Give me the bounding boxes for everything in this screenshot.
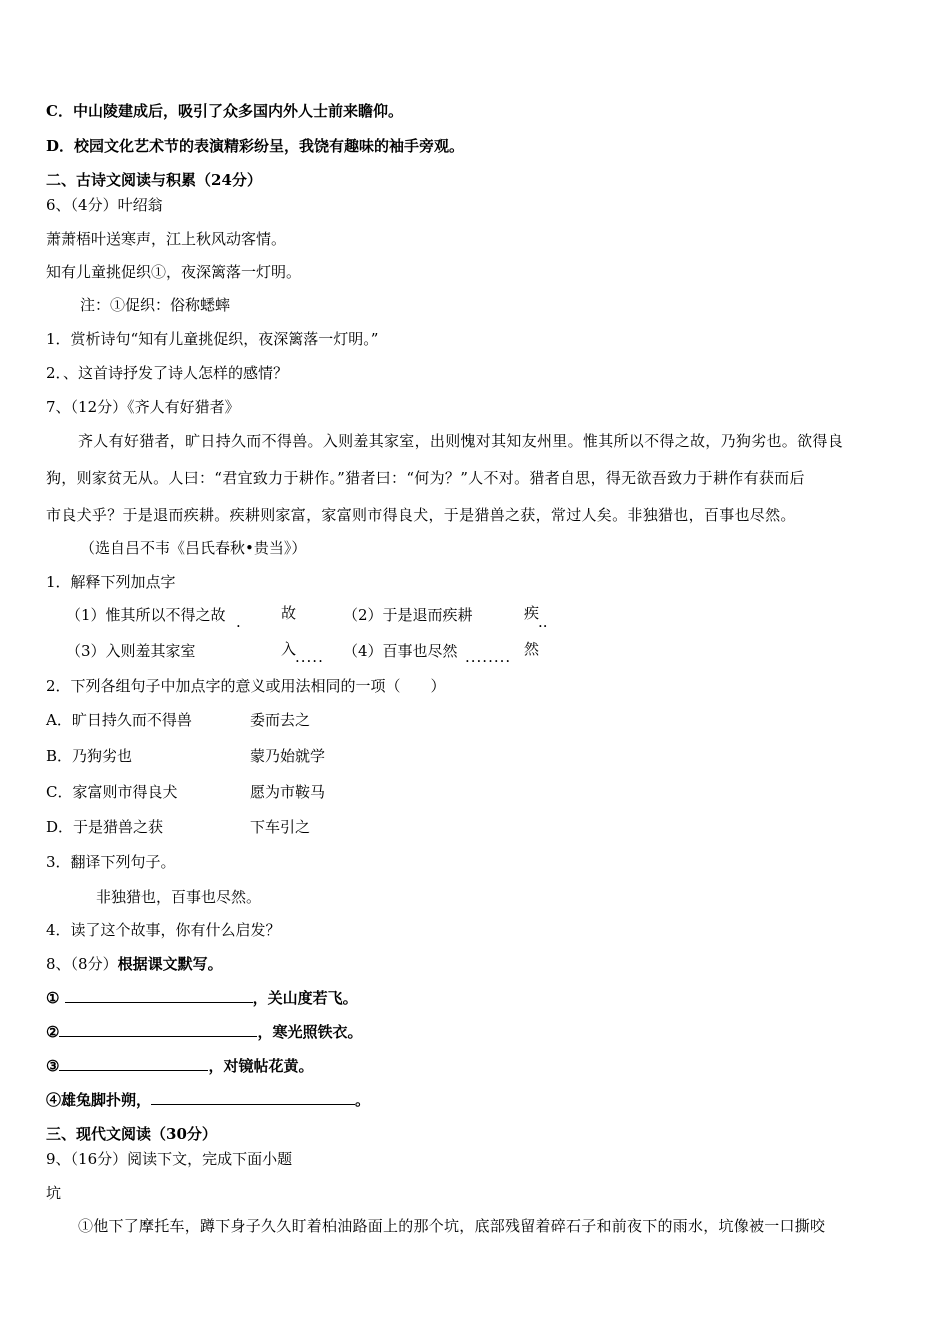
option-d-left: D．于是猎兽之获 (46, 818, 164, 836)
passage-line-3: 市良犬乎？于是退而疾耕。疾耕则家富，家富则市得良犬，于是猎兽之获，常过人矣。非独猎也，百事也尽然。 (46, 506, 796, 524)
option-a-left: A．旷日持久而不得兽 (46, 711, 192, 729)
dot-mark: ........ (465, 648, 512, 666)
item-1-word: 故 (281, 604, 297, 622)
fill-blank-1: ① ，关山度若飞。 (46, 989, 358, 1007)
blank-line[interactable] (59, 1022, 257, 1037)
question-7-3: 3．翻译下列句子。 (46, 853, 176, 871)
option-d: D．校园文化艺术节的表演精彩纷呈，我饶有趣味的袖手旁观。 (46, 137, 465, 155)
item-2-word: 疾 (524, 604, 540, 622)
question-6: 6、（4分）叶绍翁 (46, 196, 163, 214)
dot-mark: .. (538, 613, 548, 631)
item-4-word: 然 (524, 640, 540, 658)
question-8: 8、（8分）根据课文默写。 (46, 955, 223, 973)
dot-mark: . (236, 613, 241, 631)
poem-line-2: 知有儿童挑促织①，夜深篱落一灯明。 (46, 263, 302, 281)
article-title: 坑 (46, 1184, 62, 1202)
poem-note: 注：①促织：俗称蟋蟀 (80, 296, 231, 314)
blank-line[interactable] (151, 1090, 355, 1105)
question-7-4: 4．读了这个故事，你有什么启发？ (46, 921, 281, 939)
option-c-right: 愿为市鞍马 (250, 783, 326, 801)
fill-blank-2: ② ，寒光照铁衣。 (46, 1023, 363, 1041)
translate-sentence: 非独猎也，百事也尽然。 (96, 888, 262, 906)
question-6-1: 1．赏析诗句“知有儿童挑促织，夜深篱落一灯明。” (46, 330, 379, 348)
passage-line-1: 齐人有好猎者，旷日持久而不得兽。入则羞其家室，出则愧对其知友州里。惟其所以不得之故，乃狗劣也。欲得良 (78, 432, 844, 450)
option-a-right: 委而去之 (250, 711, 311, 729)
question-7-2: 2．下列各组句子中加点字的意义或用法相同的一项（ ） (46, 677, 446, 695)
option-b-right: 蒙乃始就学 (250, 747, 326, 765)
item-1-sentence: （1）惟其所以不得之故 (66, 606, 226, 624)
question-6-2: 2．、这首诗抒发了诗人怎样的感情？ (46, 364, 289, 382)
item-2-sentence: （2）于是退而疾耕 (343, 606, 473, 624)
option-d-right: 下车引之 (250, 818, 311, 836)
blank-line[interactable] (59, 1056, 208, 1071)
question-7-1: 1．解释下列加点字 (46, 573, 176, 591)
passage-source: （选自吕不韦《吕氏春秋•贵当》） (80, 539, 307, 557)
article-paragraph-1: ①他下了摩托车，蹲下身子久久盯着柏油路面上的那个坑，底部残留着碎石子和前夜下的雨水，坑像被一口撕咬 (78, 1217, 826, 1235)
section-heading-2: 二、古诗文阅读与积累（24分） (46, 171, 262, 189)
question-9: 9、（16分）阅读下文，完成下面小题 (46, 1150, 293, 1168)
option-c-left: C．家富则市得良犬 (46, 783, 178, 801)
poem-line-1: 萧萧梧叶送寒声，江上秋风动客情。 (46, 230, 287, 248)
section-heading-3: 三、现代文阅读（30分） (46, 1125, 217, 1143)
option-b-left: B．乃狗劣也 (46, 747, 133, 765)
item-3-word: 入 (281, 640, 297, 658)
item-3-sentence: （3）入则羞其家室 (66, 642, 196, 660)
item-4-sentence: （4）百事也尽然 (343, 642, 458, 660)
question-7: 7、（12分）《齐人有好猎者》 (46, 398, 240, 416)
fill-blank-4: ④雄兔脚扑朔， 。 (46, 1091, 371, 1109)
passage-line-2: 狗，则家贫无从。人曰：“君宜致力于耕作。”猎者曰：“何为？”人不对。猎者自思，得无欲吾致力于耕作有获而后 (46, 469, 805, 487)
blank-line[interactable] (65, 988, 253, 1003)
dot-mark: ..... (295, 648, 324, 666)
fill-blank-3: ③ ，对镜帖花黄。 (46, 1057, 314, 1075)
option-c: C．中山陵建成后，吸引了众多国内外人士前来瞻仰。 (46, 102, 403, 120)
